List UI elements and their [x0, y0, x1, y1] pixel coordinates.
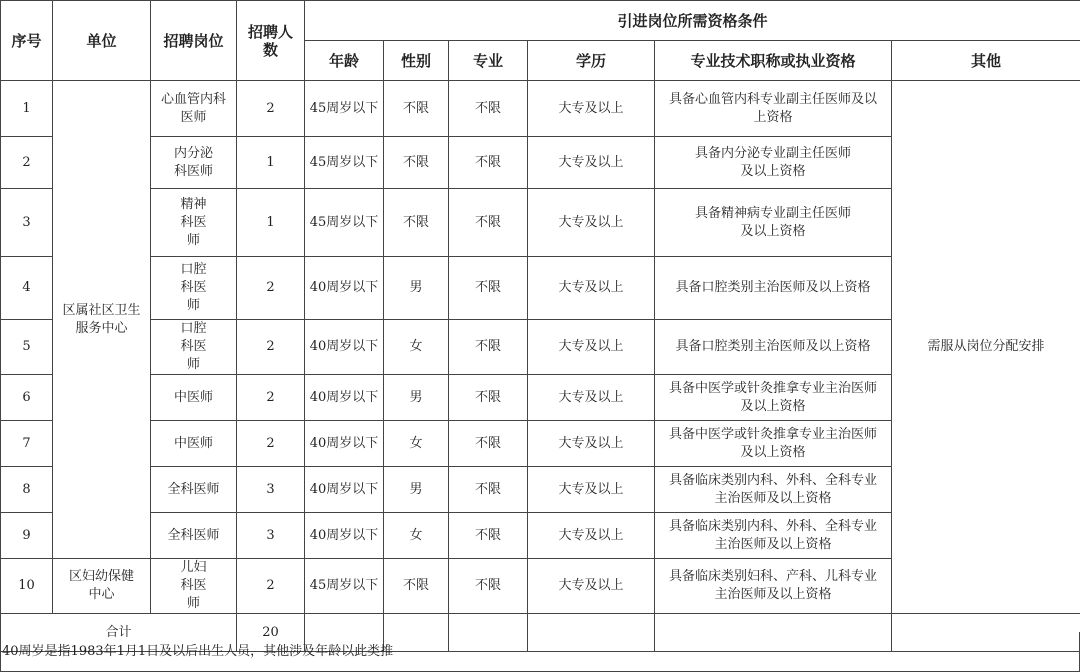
cell-major: 不限 — [449, 513, 528, 559]
cell-unit-community: 区属社区卫生服务中心 — [53, 81, 151, 559]
cell-education: 大专及以上 — [528, 257, 655, 320]
header-qualification-group: 引进岗位所需资格条件 — [305, 1, 1080, 41]
cell-education: 大专及以上 — [528, 189, 655, 257]
cell-cert: 具备中医学或针灸推拿专业主治医师及以上资格 — [655, 421, 892, 467]
header-unit: 单位 — [53, 1, 151, 81]
cell-age: 40周岁以下 — [305, 375, 384, 421]
cell-cert: 具备心血管内科专业副主任医师及以上资格 — [655, 81, 892, 137]
cell-post: 口腔科医师 — [151, 320, 237, 375]
cell-major: 不限 — [449, 81, 528, 137]
cell-gender: 男 — [384, 375, 449, 421]
cell-gender: 不限 — [384, 559, 449, 614]
cell-cert: 具备内分泌专业副主任医师及以上资格 — [655, 137, 892, 189]
cell-education: 大专及以上 — [528, 467, 655, 513]
cell-post: 中医师 — [151, 375, 237, 421]
cell-cert: 具备口腔类别主治医师及以上资格 — [655, 257, 892, 320]
cell-age: 40周岁以下 — [305, 257, 384, 320]
cell-seq: 10 — [1, 559, 53, 614]
cell-education: 大专及以上 — [528, 559, 655, 614]
cell-education: 大专及以上 — [528, 320, 655, 375]
cell-post: 中医师 — [151, 421, 237, 467]
cell-count: 2 — [237, 257, 305, 320]
cell-major: 不限 — [449, 189, 528, 257]
cell-education: 大专及以上 — [528, 421, 655, 467]
cell-age: 45周岁以下 — [305, 559, 384, 614]
cell-unit-maternal: 区妇幼保健中心 — [53, 559, 151, 614]
cell-gender: 女 — [384, 421, 449, 467]
header-age: 年龄 — [305, 41, 384, 81]
cell-major: 不限 — [449, 320, 528, 375]
cell-gender: 不限 — [384, 137, 449, 189]
cell-count: 2 — [237, 320, 305, 375]
cell-gender: 不限 — [384, 189, 449, 257]
cell-major: 不限 — [449, 375, 528, 421]
cell-cert: 具备精神病专业副主任医师及以上资格 — [655, 189, 892, 257]
header-seq: 序号 — [1, 1, 53, 81]
cell-age: 40周岁以下 — [305, 421, 384, 467]
cell-seq: 2 — [1, 137, 53, 189]
table-row — [1, 81, 1080, 137]
cell-seq: 9 — [1, 513, 53, 559]
header-title-cert: 专业技术职称或执业资格 — [655, 41, 892, 81]
header-post: 招聘岗位 — [151, 1, 237, 81]
cell-education: 大专及以上 — [528, 81, 655, 137]
cell-post: 心血管内科医师 — [151, 81, 237, 137]
cell-gender: 男 — [384, 257, 449, 320]
cell-gender: 女 — [384, 513, 449, 559]
cell-major: 不限 — [449, 467, 528, 513]
cell-count: 2 — [237, 559, 305, 614]
cell-gender: 女 — [384, 320, 449, 375]
cell-count: 3 — [237, 467, 305, 513]
cell-post: 全科医师 — [151, 467, 237, 513]
header-gender: 性别 — [384, 41, 449, 81]
cell-seq: 6 — [1, 375, 53, 421]
cell-count: 1 — [237, 189, 305, 257]
cell-age: 45周岁以下 — [305, 81, 384, 137]
cell-other: 需服从岗位分配安排 — [892, 81, 1080, 614]
total-value: 20 — [237, 614, 305, 652]
cell-count: 3 — [237, 513, 305, 559]
cell-gender: 男 — [384, 467, 449, 513]
cell-count: 2 — [237, 375, 305, 421]
cell-education: 大专及以上 — [528, 137, 655, 189]
cell-age: 45周岁以下 — [305, 137, 384, 189]
total-label: 合计 — [1, 614, 237, 652]
header-education: 学历 — [528, 41, 655, 81]
cell-seq: 3 — [1, 189, 53, 257]
cell-post: 全科医师 — [151, 513, 237, 559]
header-other: 其他 — [892, 41, 1080, 81]
cell-gender: 不限 — [384, 81, 449, 137]
cell-count: 1 — [237, 137, 305, 189]
cell-seq: 1 — [1, 81, 53, 137]
cell-cert: 具备临床类别妇科、产科、儿科专业主治医师及以上资格 — [655, 559, 892, 614]
cell-age: 40周岁以下 — [305, 320, 384, 375]
cell-seq: 7 — [1, 421, 53, 467]
header-count: 招聘人数 — [237, 1, 305, 81]
cell-seq: 5 — [1, 320, 53, 375]
cell-major: 不限 — [449, 257, 528, 320]
cell-cert: 具备临床类别内科、外科、全科专业主治医师及以上资格 — [655, 467, 892, 513]
cell-cert: 具备中医学或针灸推拿专业主治医师及以上资格 — [655, 375, 892, 421]
cell-seq: 8 — [1, 467, 53, 513]
footnote: 40周岁是指1983年1月1日及以后出生人员，其他涉及年龄以此类推 — [2, 644, 394, 659]
cell-age: 40周岁以下 — [305, 467, 384, 513]
cell-count: 2 — [237, 421, 305, 467]
cell-post: 儿妇科医师 — [151, 559, 237, 614]
header-major: 专业 — [449, 41, 528, 81]
cell-cert: 具备临床类别内科、外科、全科专业主治医师及以上资格 — [655, 513, 892, 559]
cell-education: 大专及以上 — [528, 375, 655, 421]
cell-age: 40周岁以下 — [305, 513, 384, 559]
cell-age: 45周岁以下 — [305, 189, 384, 257]
cell-major: 不限 — [449, 421, 528, 467]
cell-post: 精神科医师 — [151, 189, 237, 257]
cell-major: 不限 — [449, 559, 528, 614]
cell-post: 口腔科医师 — [151, 257, 237, 320]
cell-count: 2 — [237, 81, 305, 137]
cell-seq: 4 — [1, 257, 53, 320]
cell-post: 内分泌科医师 — [151, 137, 237, 189]
cell-major: 不限 — [449, 137, 528, 189]
cell-cert: 具备口腔类别主治医师及以上资格 — [655, 320, 892, 375]
cell-education: 大专及以上 — [528, 513, 655, 559]
